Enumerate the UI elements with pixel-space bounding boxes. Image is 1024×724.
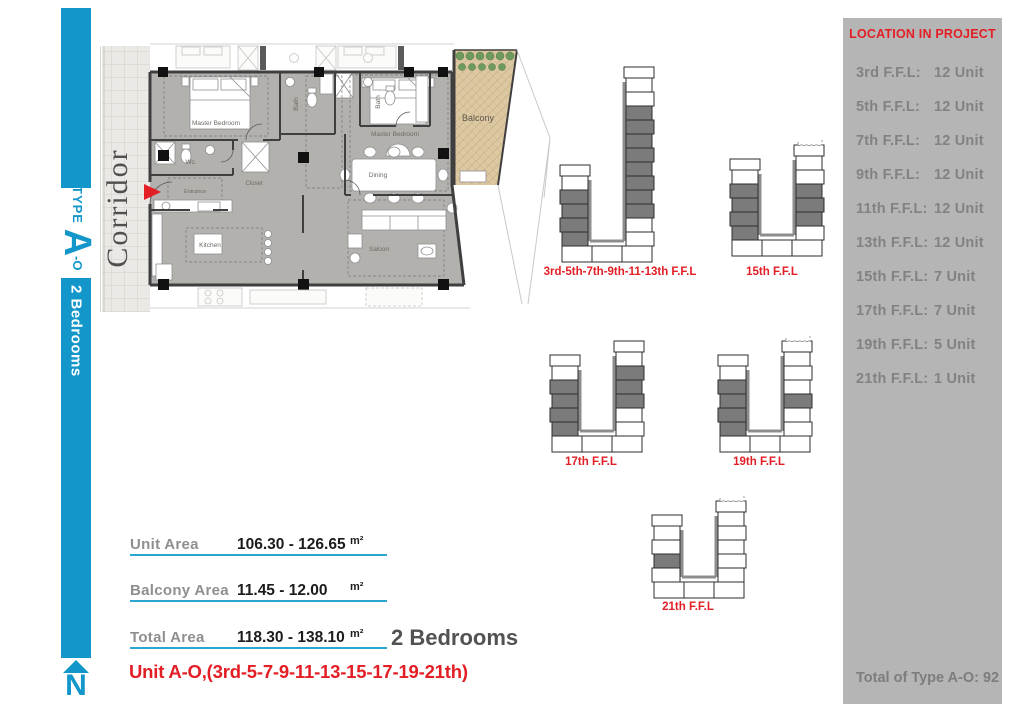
total-area-row <box>130 629 387 649</box>
type-suffix: -O <box>70 256 85 271</box>
location-row: 19th F.F.L: 5 Unit <box>856 337 976 353</box>
total-area-unit: m² <box>350 628 364 640</box>
keyplan-label-19th: 19th F.F.L <box>733 456 785 468</box>
keyplan-label-17th: 17th F.F.L <box>565 456 617 468</box>
type-code-vertical-text <box>56 186 98 282</box>
adjacent-unit-bottom-strip <box>150 288 470 308</box>
bath-left-label: Bath <box>293 97 300 111</box>
type-code-block <box>56 186 98 282</box>
location-row: 13th F.F.L: 12 Unit <box>856 235 984 251</box>
wc-label: Wc. <box>185 159 197 166</box>
kitchen-label: Kitchen <box>199 242 221 249</box>
keyplan-label-3rd-13th: 3rd-5th-7th-9th-11-13th F.F.L <box>543 266 697 278</box>
balcony-area-row <box>130 582 387 602</box>
corridor-label: Corridor <box>101 148 134 268</box>
floor-plan-drawing <box>98 38 570 320</box>
keyplan-21th <box>650 496 748 605</box>
total-area-underline <box>130 647 387 649</box>
unit-floors-line: Unit A-O,(3rd-5-7-9-11-13-15-17-19-21th) <box>129 661 468 682</box>
total-area-value: 118.30 - 138.10 <box>237 629 345 646</box>
location-row: 5th F.F.L: 12 Unit <box>856 99 984 115</box>
location-row: 15th F.F.L: 7 Unit <box>856 269 976 285</box>
location-row: 3rd F.F.L: 12 Unit <box>856 65 984 81</box>
balcony-area-label: Balcony Area <box>130 582 229 599</box>
unit-area-value: 106.30 - 126.65 <box>237 536 346 553</box>
keyplan-15th <box>728 140 826 263</box>
keyplan-label-15th: 15th F.F.L <box>746 266 798 278</box>
unit-area-unit: m² <box>350 535 364 547</box>
closet-label: Closet <box>245 181 263 187</box>
location-row: 7th F.F.L: 12 Unit <box>856 133 984 149</box>
north-label: N <box>65 669 87 702</box>
location-row: 17th F.F.L: 7 Unit <box>856 303 976 319</box>
keyplan-19th <box>716 336 814 459</box>
adjacent-unit-top-strip <box>150 44 454 70</box>
corridor-area <box>101 46 151 312</box>
saloon-label: Saloon <box>368 246 390 253</box>
master-bedroom-left-label: Master Bedroom <box>191 120 241 127</box>
location-panel-title: LOCATION IN PROJECT <box>849 27 996 41</box>
location-panel <box>843 18 1002 704</box>
unit-area-row <box>130 536 387 556</box>
dining-label: Dining <box>368 172 388 179</box>
balcony-area-unit: m² <box>350 581 364 593</box>
unit-area-label: Unit Area <box>130 536 199 553</box>
balcony-area-value: 11.45 - 12.00 <box>237 582 328 599</box>
location-row: 21th F.F.L: 1 Unit <box>856 371 976 387</box>
total-area-label: Total Area <box>130 629 205 646</box>
type-code: A <box>56 228 98 257</box>
type-bar-bottom <box>61 278 91 658</box>
type-bar-top <box>61 8 91 188</box>
balcony-label: Balcony <box>461 113 495 123</box>
location-row: 11th F.F.L: 12 Unit <box>856 201 984 217</box>
keyplan-label-21th: 21th F.F.L <box>662 601 714 613</box>
location-panel-total: Total of Type A-O: 92 <box>856 670 1000 686</box>
keyplan-3rd-13th <box>558 62 656 269</box>
balcony-area-underline <box>130 600 387 602</box>
bedrooms-title: 2 Bedrooms <box>391 625 519 650</box>
entrance-label: Entrance <box>183 189 207 195</box>
unit-area-underline <box>130 554 387 556</box>
master-bedroom-right-label: Master Bedroom <box>370 131 420 138</box>
location-rows <box>856 65 998 405</box>
type-label: TYPE <box>70 186 85 229</box>
bath-center-label: Bath <box>375 95 382 109</box>
keyplan-17th <box>548 336 646 459</box>
bedrooms-vertical-label: 2 Bedrooms <box>67 285 85 377</box>
location-row: 9th F.F.L: 12 Unit <box>856 167 984 183</box>
